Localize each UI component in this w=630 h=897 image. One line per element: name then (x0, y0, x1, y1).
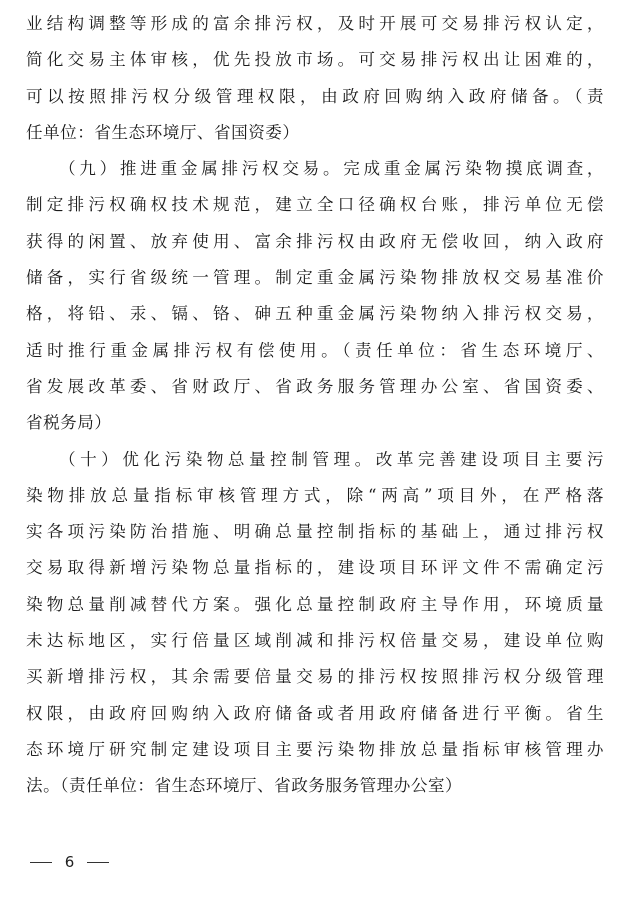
text-line: 储备，实行省级统一管理。制定重金属污染物排放权交易基准价 (26, 268, 604, 288)
section-heading-line: （九）推进重金属排污权交易。完成重金属污染物摸底调查， (59, 159, 604, 179)
text-line: 业结构调整等形成的富余排污权，及时开展可交易排污权认定， (26, 14, 604, 33)
text-line: 法。（责任单位：省生态环境厅、省政务服务管理办公室） (26, 776, 463, 796)
text-line: 省税务局） (26, 413, 112, 433)
text-line: 制定排污权确权技术规范，建立全口径确权台账，排污单位无偿 (26, 195, 604, 215)
text-line: 未达标地区，实行倍量区域削减和排污权倍量交易，建设单位购 (26, 631, 604, 651)
page-number: 6 (64, 853, 75, 871)
text-line: 适时推行重金属排污权有偿使用。（责任单位：省生态环境厅、 (26, 340, 604, 360)
document-body (26, 6, 604, 805)
text-line: 格，将铅、汞、镉、铬、砷五种重金属污染物纳入排污权交易， (26, 304, 604, 324)
footer-dash-left (30, 862, 52, 863)
text-line: 获得的闲置、放弃使用、富余排污权由政府无偿收回，纳入政府 (26, 231, 604, 251)
section-heading-line: （十）优化污染物总量控制管理。改革完善建设项目主要污 (59, 449, 604, 469)
text-line: 任单位：省生态环境厅、省国资委） (26, 122, 300, 142)
text-line: 染物排放总量指标审核管理方式，除“两高”项目外，在严格落 (26, 485, 604, 505)
text-line: 交易取得新增污染物总量指标的，建设项目环评文件不需确定污 (26, 558, 604, 578)
text-line: 权限，由政府回购纳入政府储备或者用政府储备进行平衡。省生 (26, 703, 604, 723)
footer-dash-right (87, 862, 109, 863)
text-line: 实各项污染防治措施、明确总量控制指标的基础上，通过排污权 (26, 522, 604, 542)
text-line: 买新增排污权，其余需要倍量交易的排污权按照排污权分级管理 (26, 667, 604, 687)
text-line: 省发展改革委、省财政厅、省政务服务管理办公室、省国资委、 (26, 376, 604, 396)
text-line: 简化交易主体审核，优先投放市场。可交易排污权出让困难的， (26, 50, 604, 70)
page-footer (30, 852, 109, 872)
text-line: 态环境厅研究制定建设项目主要污染物排放总量指标审核管理办 (26, 739, 604, 759)
text-line: 染物总量削减替代方案。强化总量控制政府主导作用，环境质量 (26, 594, 604, 614)
text-line: 可以按照排污权分级管理权限，由政府回购纳入政府储备。（责 (26, 86, 604, 106)
